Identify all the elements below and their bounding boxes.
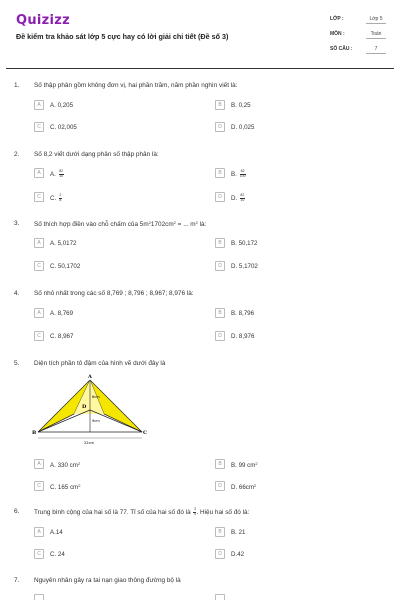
option-text: D. 5,1702 — [231, 263, 258, 270]
meta-grade-label: LỚP : — [330, 16, 344, 22]
option-letter-box: A — [34, 459, 44, 469]
option-d[interactable] — [215, 549, 385, 561]
option-letter-box: D — [215, 549, 225, 559]
option-b-partial[interactable] — [215, 594, 385, 600]
option-text: A. $\frac{82}{10}$ — [50, 169, 64, 178]
option-text: C. 02,005 — [50, 124, 77, 131]
option-c[interactable] — [34, 331, 204, 343]
page-header — [0, 0, 400, 66]
option-a[interactable] — [34, 308, 204, 320]
option-text: B. 50,172 — [231, 240, 258, 247]
fraction: $\frac{3}{4}$ — [193, 507, 196, 516]
option-letter-box — [34, 594, 44, 600]
question-number: 7. — [14, 577, 20, 584]
label-ad: 6cm — [92, 395, 100, 399]
question-text: Số 8,2 viết dưới dạng phân số thập phân là: — [34, 151, 159, 158]
option-letter-box: B — [215, 100, 225, 110]
option-text: A.14 — [50, 529, 63, 536]
option-letter-box: B — [215, 527, 225, 537]
option-b[interactable] — [215, 100, 385, 112]
meta-count-label: SỐ CÂU : — [330, 46, 353, 52]
option-text: B. 99 $cm^2$ — [231, 461, 258, 469]
option-b[interactable] — [215, 168, 385, 180]
question-text: Số nhỏ nhất trong các số 8,769 ; 8,796 ; 8,967; 8,976 là: — [34, 290, 194, 297]
option-d[interactable] — [215, 261, 385, 273]
option-c[interactable] — [34, 549, 204, 561]
fraction: $\frac{82}{10}$ — [240, 193, 245, 202]
option-b[interactable] — [215, 527, 385, 539]
option-d[interactable] — [215, 331, 385, 343]
meta-subject-value: Toán — [366, 31, 386, 39]
option-text: A. 8,769 — [50, 310, 74, 317]
question-text: Số thích hợp điền vào chỗ chấm của $5m^21702cm^2$ = ... $m^2$ là: — [34, 220, 207, 228]
option-letter-box: D — [215, 331, 225, 341]
option-b[interactable] — [215, 459, 385, 471]
option-text: B. 8,796 — [231, 310, 255, 317]
option-text: B. 0,25 — [231, 102, 251, 109]
label-bc: 22cm — [84, 441, 95, 445]
question-number: 3. — [14, 220, 20, 227]
option-letter-box: A — [34, 238, 44, 248]
option-c[interactable] — [34, 122, 204, 134]
option-letter-box: D — [215, 192, 225, 202]
meta-subject-label: MÔN : — [330, 31, 345, 37]
option-a[interactable] — [34, 527, 204, 539]
option-c[interactable] — [34, 481, 204, 493]
label-c: C — [143, 430, 147, 436]
label-dh: 9cm — [92, 419, 100, 423]
option-letter-box: D — [215, 481, 225, 491]
question-text: Số thập phân gồm không đơn vị, hai phần trăm, năm phần nghìn viết là: — [34, 82, 238, 89]
option-letter-box: B — [215, 308, 225, 318]
fraction: $\frac{82}{100}$ — [239, 169, 246, 178]
question-number: 5. — [14, 360, 20, 367]
question-number: 2. — [14, 151, 20, 158]
option-text: C. 165 $cm^2$ — [50, 483, 81, 491]
option-text: A. 0,205 — [50, 102, 74, 109]
option-letter-box: C — [34, 192, 44, 202]
option-text: A. 5,0172 — [50, 240, 77, 247]
option-letter-box: D — [215, 122, 225, 132]
option-text: D. 0,025 — [231, 124, 255, 131]
option-letter-box: C — [34, 549, 44, 559]
question-number: 1. — [14, 82, 20, 89]
option-letter-box: B — [215, 459, 225, 469]
quizizz-logo: Quizizz — [16, 13, 71, 28]
header-divider — [6, 68, 394, 69]
label-b: B — [32, 430, 37, 436]
option-letter-box: B — [215, 168, 225, 178]
option-letter-box: A — [34, 168, 44, 178]
option-letter-box: A — [34, 308, 44, 318]
option-text: C. 24 — [50, 551, 65, 558]
question-text: Trung bình cộng của hai số là 77. Tỉ số của hai số đó là $\frac{3}{4}$ . Hiệu hai số đó là: — [34, 507, 250, 516]
fraction: $\frac{2}{8}$ — [59, 193, 62, 202]
option-text: B. 21 — [231, 529, 246, 536]
option-a[interactable] — [34, 168, 204, 180]
option-d[interactable] — [215, 481, 385, 493]
option-c[interactable] — [34, 261, 204, 273]
fraction: $\frac{82}{10}$ — [59, 169, 64, 178]
document-title: Đề kiểm tra khảo sát lớp 5 cực hay có lời giải chi tiết (Đề số 3) — [16, 32, 229, 41]
option-letter-box: B — [215, 238, 225, 248]
question-text: Diện tích phần tô đậm của hình vẽ dưới đây là — [34, 360, 166, 367]
option-text: A. 330 $cm^2$ — [50, 461, 81, 469]
meta-grade-value: Lớp 5 — [366, 16, 386, 24]
option-text: C. $\frac{2}{8}$ — [50, 193, 62, 202]
option-a-partial[interactable] — [34, 594, 204, 600]
option-text: C. 50,1702 — [50, 263, 81, 270]
option-letter-box: C — [34, 261, 44, 271]
option-letter-box — [215, 594, 225, 600]
option-text: C. 8,967 — [50, 333, 74, 340]
option-letter-box: D — [215, 261, 225, 271]
option-text: D. 8,976 — [231, 333, 255, 340]
option-a[interactable] — [34, 238, 204, 250]
option-b[interactable] — [215, 238, 385, 250]
option-text: D.42 — [231, 551, 245, 558]
option-c[interactable] — [34, 192, 204, 204]
option-letter-box: A — [34, 100, 44, 110]
label-a: A — [88, 374, 92, 380]
triangle-figure — [30, 372, 150, 448]
option-letter-box: C — [34, 331, 44, 341]
option-d[interactable] — [215, 122, 385, 134]
option-a[interactable] — [34, 459, 204, 471]
option-b[interactable] — [215, 308, 385, 320]
label-d: D — [82, 404, 87, 410]
option-letter-box: C — [34, 481, 44, 491]
question-number: 4. — [14, 290, 20, 297]
question-text: Nguyên nhân gây ra tai nạn giao thông đường bộ là — [34, 577, 181, 584]
option-text: D. $66cm^2$ — [231, 483, 257, 491]
option-text: D. $\frac{82}{10}$ — [231, 193, 245, 202]
option-text: B. $\frac{82}{100}$ — [231, 169, 246, 178]
option-a[interactable] — [34, 100, 204, 112]
option-letter-box: A — [34, 527, 44, 537]
option-letter-box: C — [34, 122, 44, 132]
question-number: 6. — [14, 508, 20, 515]
option-d[interactable] — [215, 192, 385, 204]
meta-count-value: 7 — [366, 46, 386, 54]
